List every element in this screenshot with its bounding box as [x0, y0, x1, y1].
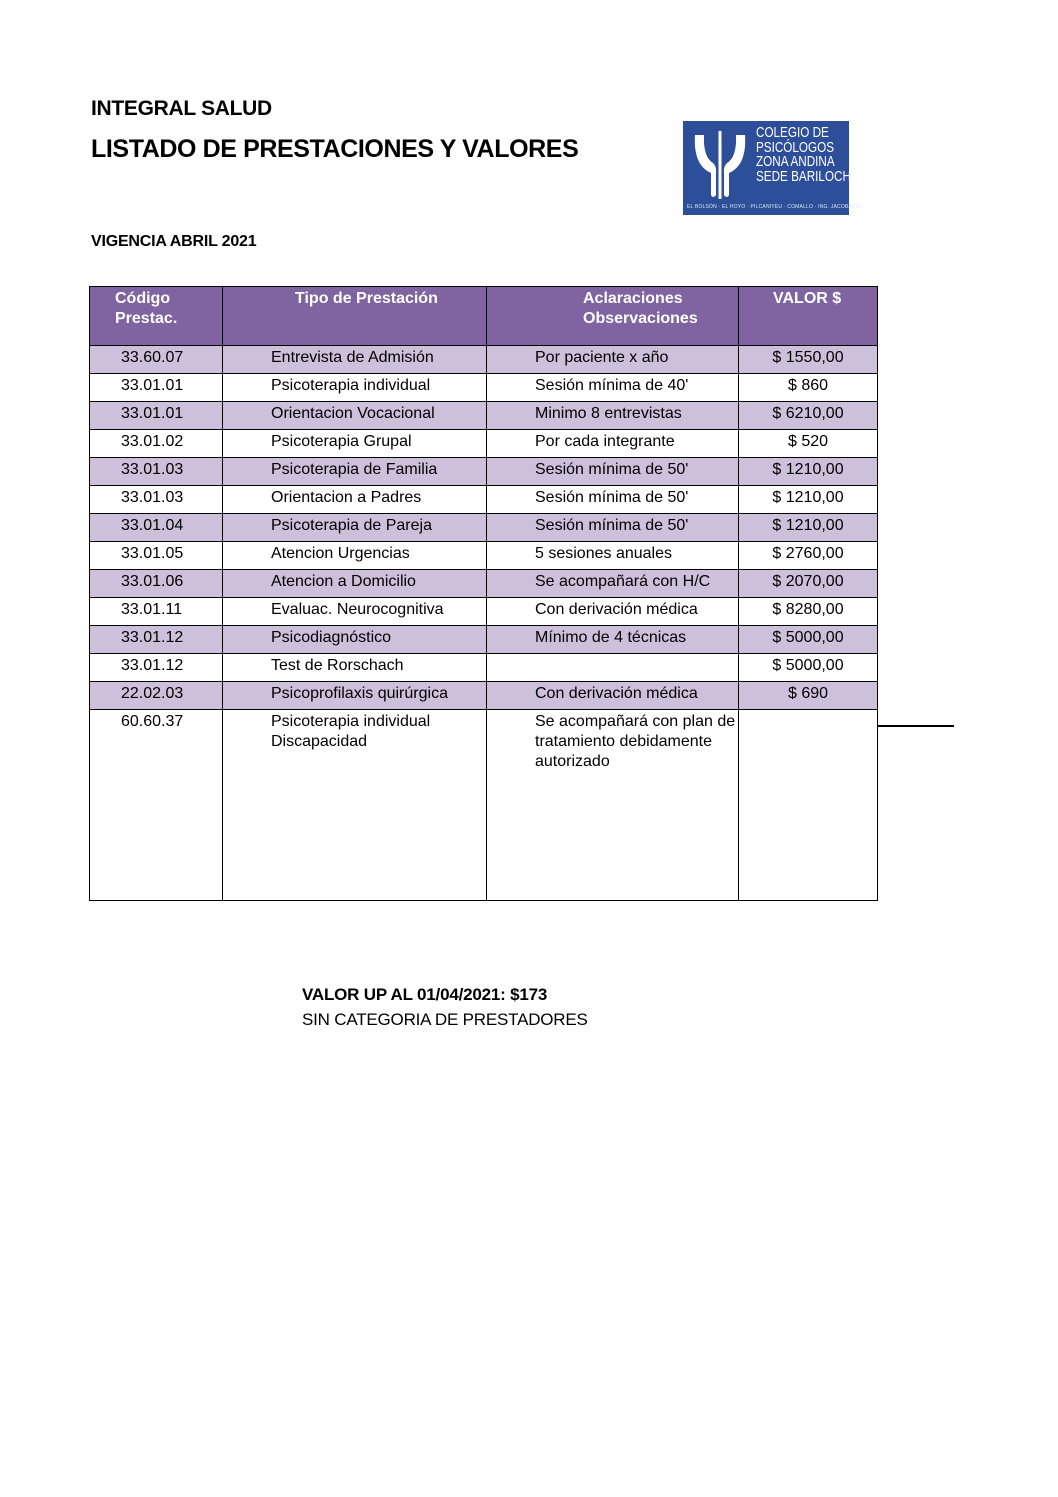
type-cell: Evaluac. Neurocognitiva: [223, 598, 487, 626]
validity-label: VIGENCIA ABRIL 2021: [91, 233, 257, 250]
type-cell: Orientacion Vocacional: [223, 402, 487, 430]
notes-cell: [487, 654, 739, 682]
services-table: [89, 286, 878, 901]
code-cell: 33.01.04: [90, 514, 223, 542]
code-cell: 33.01.03: [90, 486, 223, 514]
logo-line-2: PSICÓLOGOS: [756, 138, 835, 156]
type-cell: Atencion a Domicilio: [223, 570, 487, 598]
table-row: [90, 654, 878, 682]
code-cell: 33.01.12: [90, 654, 223, 682]
logo-subline: EL BOLSÓN · EL HOYO · PILCANIYEU · COMALLO · ING. JACOBACCI: [687, 204, 862, 210]
value-cell: $ 520: [739, 430, 878, 458]
table-row: [90, 682, 878, 710]
column-header-value: VALOR $: [739, 287, 878, 346]
table-row: [90, 626, 878, 654]
column-header-notes: Aclaraciones Observaciones: [487, 287, 739, 346]
notes-cell: Con derivación médica: [487, 598, 739, 626]
value-cell: $ 1210,00: [739, 486, 878, 514]
value-cell: $ 2760,00: [739, 542, 878, 570]
notes-cell: Sesión mínima de 50': [487, 486, 739, 514]
value-cell: $ 6210,00: [739, 402, 878, 430]
notes-cell: Se acompañará con H/C: [487, 570, 739, 598]
document-title: LISTADO DE PRESTACIONES Y VALORES: [91, 135, 579, 163]
table-row: [90, 402, 878, 430]
type-cell: Atencion Urgencias: [223, 542, 487, 570]
value-cell: $ 8280,00: [739, 598, 878, 626]
notes-cell: Sesión mínima de 50': [487, 458, 739, 486]
table-header-row: [90, 287, 878, 346]
table-row: [90, 514, 878, 542]
type-cell: Psicoterapia individual Discapacidad: [223, 710, 487, 901]
value-cell: $ 1210,00: [739, 514, 878, 542]
code-cell: 22.02.03: [90, 682, 223, 710]
logo-line-1: COLEGIO DE: [756, 124, 829, 141]
notes-cell: Mínimo de 4 técnicas: [487, 626, 739, 654]
notes-cell: Se acompañará con plan de tratamiento debidamente autorizado: [487, 710, 739, 901]
table-row: [90, 598, 878, 626]
code-cell: 33.01.01: [90, 374, 223, 402]
type-cell: Test de Rorschach: [223, 654, 487, 682]
code-cell: 60.60.37: [90, 710, 223, 901]
type-cell: Psicoterapia de Pareja: [223, 514, 487, 542]
type-cell: Psicoterapia Grupal: [223, 430, 487, 458]
value-cell: $ 690: [739, 682, 878, 710]
up-value-note: VALOR UP AL 01/04/2021: $173: [302, 985, 548, 1004]
table-row: [90, 570, 878, 598]
code-cell: 33.01.12: [90, 626, 223, 654]
table-row: [90, 346, 878, 374]
type-cell: Entrevista de Admisión: [223, 346, 487, 374]
code-cell: 33.60.07: [90, 346, 223, 374]
code-cell: 33.01.05: [90, 542, 223, 570]
divider-line: [877, 725, 954, 727]
notes-cell: Sesión mínima de 50': [487, 514, 739, 542]
type-cell: Psicoprofilaxis quirúrgica: [223, 682, 487, 710]
table-row: [90, 486, 878, 514]
type-cell: Orientacion a Padres: [223, 486, 487, 514]
notes-cell: Sesión mínima de 40': [487, 374, 739, 402]
code-cell: 33.01.11: [90, 598, 223, 626]
notes-cell: 5 sesiones anuales: [487, 542, 739, 570]
value-cell: $ 1210,00: [739, 458, 878, 486]
organization-name: INTEGRAL SALUD: [91, 97, 272, 120]
code-cell: 33.01.02: [90, 430, 223, 458]
table-row: [90, 374, 878, 402]
table-row: [90, 542, 878, 570]
notes-cell: Minimo 8 entrevistas: [487, 402, 739, 430]
column-header-type: Tipo de Prestación: [223, 287, 487, 346]
notes-cell: Por cada integrante: [487, 430, 739, 458]
college-logo: [683, 121, 862, 215]
notes-cell: Por paciente x año: [487, 346, 739, 374]
code-cell: 33.01.01: [90, 402, 223, 430]
value-cell: $ 860: [739, 374, 878, 402]
value-cell: $ 5000,00: [739, 626, 878, 654]
value-cell: $ 1550,00: [739, 346, 878, 374]
type-cell: Psicodiagnóstico: [223, 626, 487, 654]
logo-line-4: SEDE BARILOCHE: [756, 167, 859, 185]
logo-line-3: ZONA ANDINA: [756, 153, 835, 170]
value-cell: $ 5000,00: [739, 654, 878, 682]
table-row: [90, 458, 878, 486]
logo-wordmark: [756, 126, 888, 184]
code-cell: 33.01.06: [90, 570, 223, 598]
code-cell: 33.01.03: [90, 458, 223, 486]
type-cell: Psicoterapia individual: [223, 374, 487, 402]
notes-cell: Con derivación médica: [487, 682, 739, 710]
value-cell: [739, 710, 878, 901]
value-cell: $ 2070,00: [739, 570, 878, 598]
table-row: [90, 710, 878, 901]
psi-icon: [689, 129, 751, 201]
type-cell: Psicoterapia de Familia: [223, 458, 487, 486]
table-body: [90, 346, 878, 901]
column-header-code: Código Prestac.: [90, 287, 223, 346]
table-row: [90, 430, 878, 458]
category-note: SIN CATEGORIA DE PRESTADORES: [302, 1010, 588, 1029]
